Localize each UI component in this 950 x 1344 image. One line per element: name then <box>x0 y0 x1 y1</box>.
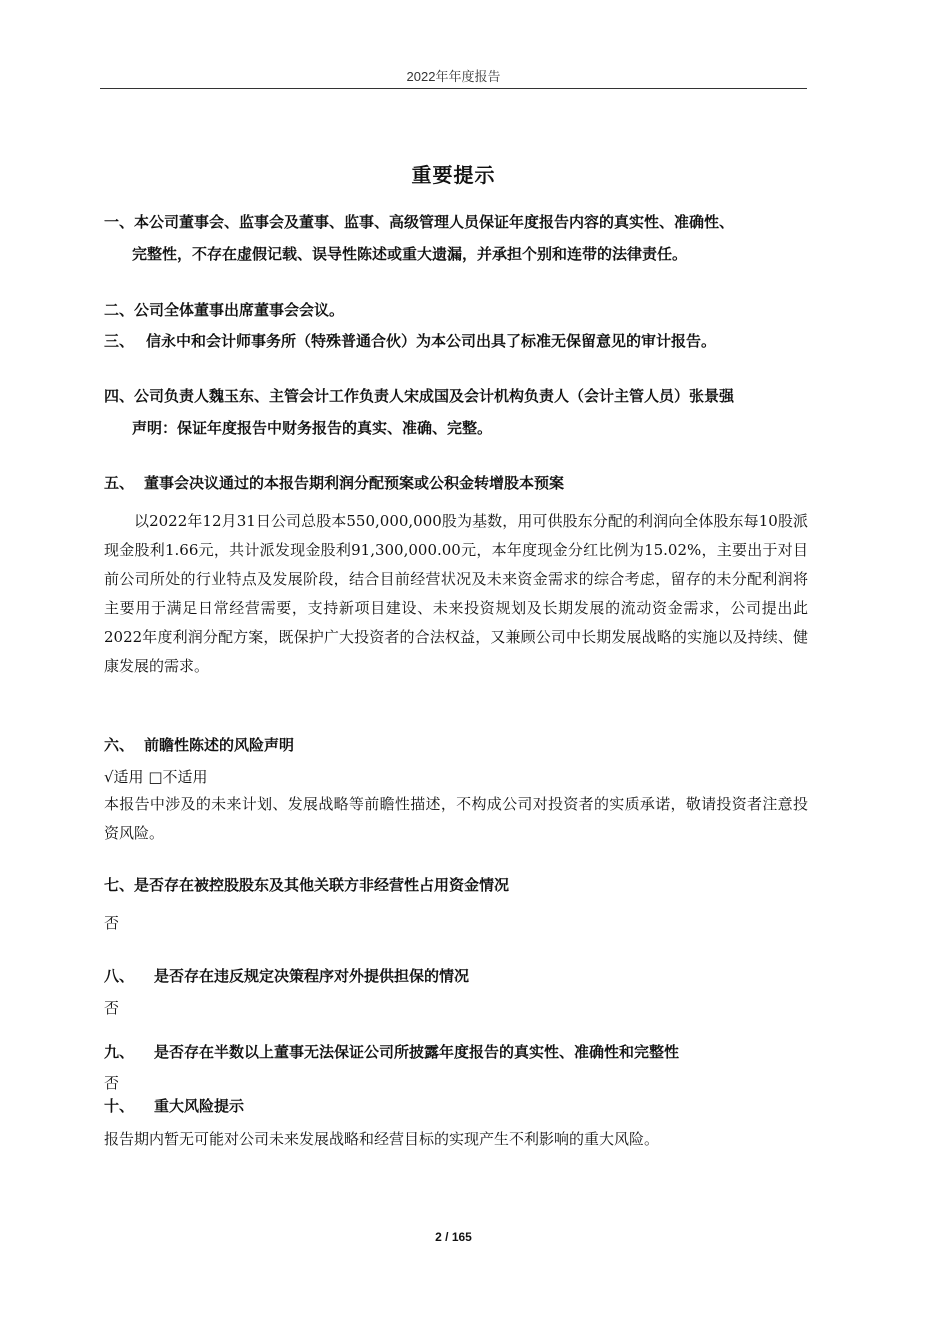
item-10-heading <box>104 1096 244 1116</box>
item-6-options: √适用 □不适用 <box>104 768 208 786</box>
item-7-answer: 否 <box>104 914 120 932</box>
item-6-heading <box>104 735 294 755</box>
item-10-body: 报告期内暂无可能对公司未来发展战略和经营目标的实现产生不利影响的重大风险。 <box>104 1130 660 1148</box>
page-title: 重要提示 <box>411 163 496 187</box>
item-1-line-1: 一、本公司董事会、监事会及董事、监事、高级管理人员保证年度报告内容的真实性、准确性、 <box>104 213 735 231</box>
item-8-answer: 否 <box>104 999 120 1017</box>
item-9-text: 是否存在半数以上董事无法保证公司所披露年度报告的真实性、准确性和完整性 <box>154 1043 680 1061</box>
item-3-number: 三、 <box>104 332 135 350</box>
item-6-text: 前瞻性陈述的风险声明 <box>144 736 295 754</box>
item-10-number: 十、 <box>104 1097 135 1115</box>
item-8-heading <box>104 966 469 986</box>
item-5-number: 五、 <box>104 474 135 492</box>
item-1-line-2: 完整性，不存在虚假记载、误导性陈述或重大遗漏，并承担个别和连带的法律责任。 <box>132 245 688 263</box>
item-5-body: 以2022年12月31日公司总股本550,000,000股为基数，用可供股东分配的利润向全体股东每10股派现金股利1.66元，共计派发现金股利91,300,000.00元，本年度现金分红比例为15.02%，主要出于对目前公司所处的行业特点及发展阶段，结合目前经营状况及未来资金需求的综合考虑，留存的未分配利润将主要用于满足日常经营需要，支持新项目建设、未来投资规划及长期发展的流动资金需求，公司提出此2022年度利润分配方案，既保护广大投资者的合法权益，又兼顾公司中长期发展战略的实施以及持续、健康发展的需求。 <box>104 512 808 675</box>
item-3-text: 信永中和会计师事务所（特殊普通合伙）为本公司出具了标准无保留意见的审计报告。 <box>146 332 717 350</box>
item-9-number: 九、 <box>104 1043 135 1061</box>
item-9-answer: 否 <box>104 1074 120 1092</box>
item-4-line-1: 四、公司负责人魏玉东、主管会计工作负责人宋成国及会计机构负责人（会计主管人员）张景强 <box>104 387 735 405</box>
item-9-heading <box>104 1042 679 1062</box>
item-5-text: 董事会决议通过的本报告期利润分配预案或公积金转增股本预案 <box>144 474 565 492</box>
page-number: 2 / 165 <box>435 1230 472 1244</box>
item-10-text: 重大风险提示 <box>154 1097 245 1115</box>
item-4-line-2: 声明：保证年度报告中财务报告的真实、准确、完整。 <box>132 419 493 437</box>
item-5-heading <box>104 473 564 493</box>
page-header: 2022年年度报告 <box>406 69 501 84</box>
item-6-number: 六、 <box>104 736 135 754</box>
header-rule <box>100 88 807 89</box>
item-8-number: 八、 <box>104 967 135 985</box>
item-3 <box>104 331 716 351</box>
item-2: 二、公司全体董事出席董事会会议。 <box>104 301 345 319</box>
item-7-heading: 七、是否存在被控股股东及其他关联方非经营性占用资金情况 <box>104 876 510 894</box>
item-8-text: 是否存在违反规定决策程序对外提供担保的情况 <box>154 967 470 985</box>
item-6-body: 本报告中涉及的未来计划、发展战略等前瞻性描述，不构成公司对投资者的实质承诺，敬请投资者注意投资风险。 <box>104 795 808 842</box>
